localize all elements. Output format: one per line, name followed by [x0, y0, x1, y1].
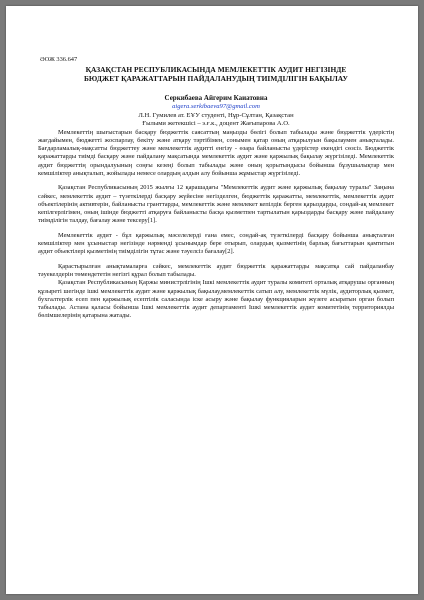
title-line-2: БЮДЖЕТ ҚАРАЖАТТАРЫН ПАЙДАЛАНУДЫҢ ТИІМДІЛІГІН БАҚЫЛАУ	[83, 74, 348, 83]
author-name: Серкибаева Айгерим Каиатовна	[164, 94, 268, 102]
body-paragraph-5: Қазақстан Республикасының Қаржы министрлігінің Ішкі мемлекеттік аудит туралы комитеті орталық атқарушы органның құзыреті шегінде ішкі мемлекеттік аудит және қаржылық бақылау,мемлекеттік сатып алу, мемлекеттік мүлік, аудиторлық қызмет, бухгалтерлік есеп пен қаржылық есептілік саласында іске асыру және бақылау функцияларын жүзеге асыратын орган болып табылады. Астана қаласы бойынша Ішкі мемлекеттік аудит департаменті Ішкі мемлекеттік аудит комитетінің территориялды бөлімшелерінің қатарына жатады.	[38, 279, 394, 320]
document-page	[6, 6, 418, 594]
title-line-1: ҚАЗАҚСТАН РЕСПУБЛИКАСЫНДА МЕМЛЕКЕТТІК АУДИТ НЕГІЗІНДЕ	[85, 65, 347, 74]
udc-code: ӘОЖ 336.647	[40, 56, 78, 63]
body-paragraph-3: Мемлекеттік аудит - бұл қаржылық мәселелерді ғана емес, сондай-ақ түзеткілерді басқару бойынша анықталған кемшіліктер мен ұсыныстар негізінде нәрменді ұсынымдар бере отырып, олардың қызметінің барлық бағыттарын қамтитын аудит объектілері қызметінің тиімділігін тұтас және тәуелсіз бағалау[2].	[38, 231, 394, 256]
body-paragraph-1: Мемлекеттің шығыстарын басқару бюджеттік саясаттың маңызды бөлігі болып табылады және бюджеттік үдерістің жағдайымен, бюджетті жоспарлау, бекіту және атқару тәртібімен, сонымен қатар оның атқарылуын бақылаумен анықталады. Бағдарламалық-мақсатты бюджеттеу және мемлекеттік аудитті енгізу - өзара байланысты үдерістер екендігі сөзсіз. Бюджеттік қаражаттарды тиімді басқару және пайдалану мақсатында мемлекеттік аудит және қаржылық бақылау жүргізіледі. Мемлекеттік аудит бюджеттің орындалуының соңғы кезеңі болып табылады және оның қорытындысы бойынша бұзушылықтар мен кемшіліктер анықталып, жойылады немесе олардың алдын алу бойынша жұмыстар жүргізіледі.	[38, 128, 394, 177]
author-affiliation: Л.Н. Гумилев ат. ЕҰУ студенті, Нұр-Сұлтан, Қазақстан	[138, 111, 294, 119]
article-title	[38, 65, 394, 83]
body-paragraph-2: Қазақстан Республикасының 2015 жылғы 12 қарашадағы "Мемлекеттік аудит және қаржылық бақылау туралы" Заңына сәйкес, мемлекеттік аудит – түзеткілерді басқару жүйесіне негізделген, бюджеттік қаражатты, мемлекеттік, мемлекеттік аудит объектілерінің активтерін, байланысты гранттарды, мемлекеттік және мемлекет кепілдік берген қарыздарды, сондай-ақ мемлекет кепілгерлігімен, оның ішінде бюджетті атқаруға байланысты басқа қызметпен тартылатын қарыздарды басқару және пайдалану тиімділігін талдау, бағалау және тексеру[1].	[38, 184, 394, 225]
page-content	[38, 56, 394, 321]
body-paragraph-4: Қарастырылған анықтамаларға сәйкес, мемлекеттік аудит бюджеттік қаражаттарды мақсатқа сай пайдаланбау тәуекелдерін төмендететін негізгі құрал болып табылады.	[38, 262, 394, 278]
author-email[interactable]: aigera.serkibaeva97@gmail.com	[172, 103, 260, 110]
supervisor-line: Ғылыми жетекшісі – э.ғ.к., доцент Жағыпарова А.О.	[142, 120, 290, 127]
